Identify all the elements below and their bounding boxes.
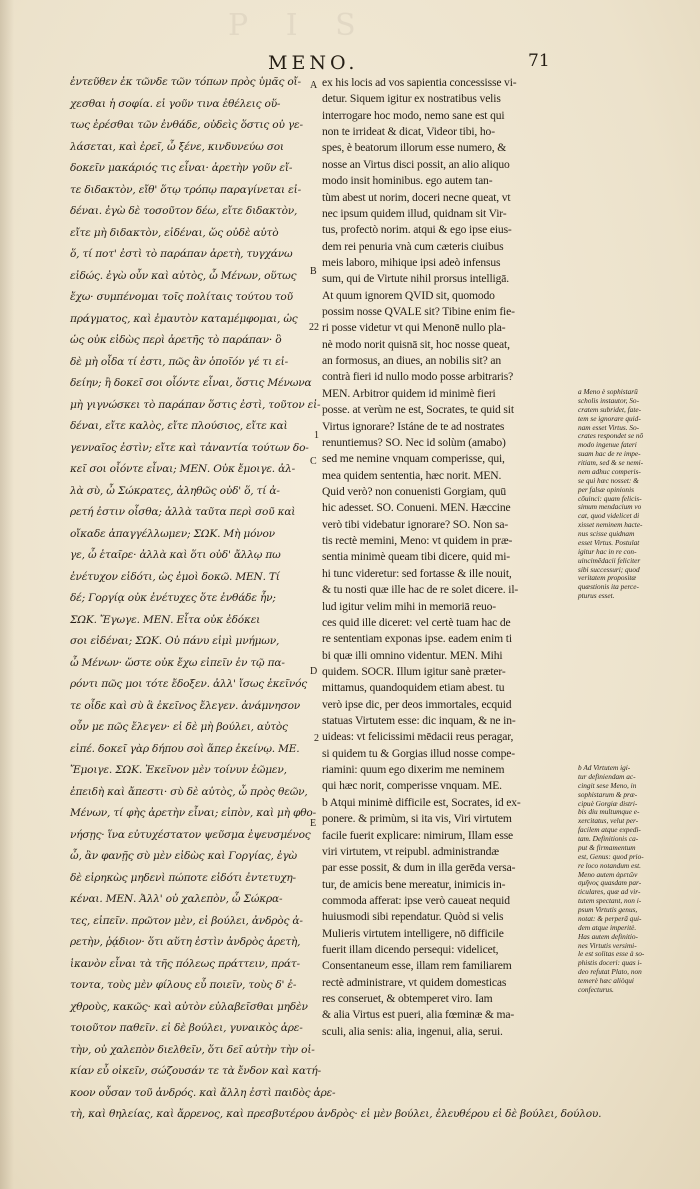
margin-letter-d: D	[310, 666, 318, 677]
text-line: δὲ μὴ οἶδα τί ἐστι, πῶς ἂν ὁποῖόν γέ τι εἰ-	[70, 355, 289, 368]
text-line: ἐνέτυχον εἰδότι, ὡς ἐμοὶ δοκῶ. ΜΕΝ. Τί	[70, 570, 280, 583]
text-line: Consentaneum esse, illam rem familiarem	[322, 959, 512, 973]
text-line: ticulares, quæ ad vir-	[578, 887, 641, 897]
text-line: nes Virtutis versimi-	[578, 940, 637, 950]
text-line: νήσῃς· ἵνα εὐτυχέστατον ψεῦσμα ἐψευσμένος	[70, 828, 311, 841]
margin-number-2: 2	[314, 733, 319, 744]
text-line: quidem. SOCR. Illum igitur sanè præter-	[322, 664, 506, 678]
text-line: tam. Definitionis ca-	[578, 834, 639, 843]
text-line: σοι εἰδέναι; ΣΩΚ. Οὐ πάνυ εἰμὶ μνήμων,	[70, 635, 280, 647]
gutter-shadow	[0, 0, 14, 1189]
text-line: cat, quod videlicet di	[578, 511, 640, 521]
text-line: τὴ, καὶ θηλείας, καὶ ἄρρενος, καὶ πρεσβυτέρου ἀνδρὸς· εἰ μὲν βούλει, ἐλευθέρου εἰ δὲ βούλει, δούλου.	[70, 1108, 602, 1120]
text-line: εἴτε μὴ διδακτὸν, εἰδέναι, ὥς οὐδὲ αὐτὸ	[70, 226, 279, 239]
text-line: οὖν με πῶς ἔλεγεν· εἰ δὲ μὴ βούλει, αὐτὸς	[70, 721, 288, 733]
text-line: mea quidem sententia, hæc norit. MEN.	[322, 468, 502, 482]
text-line: interrogare hoc modo, nemo sane est qui	[322, 108, 505, 122]
text-line: put & firmamentum	[578, 842, 636, 852]
text-line: veritatem propositæ	[578, 573, 637, 583]
text-line: qui hæc norit, comperisse vnquam. ME.	[322, 779, 502, 793]
text-line: κεῖ σοι οἷόντε εἶναι; ΜΕΝ. Οὐκ ἔμοιγε. ἀλ-	[70, 463, 295, 475]
text-line: modo insit hominibus. ego autem tan-	[322, 174, 493, 188]
text-line: κίαν εὖ οἰκεῖν, σώζουσάν τε τὰ ἔνδον καὶ κατή-	[70, 1065, 321, 1077]
text-line: δέναι. ἐγὼ δὲ τοσοῦτον δέω, εἴτε διδακτὸν,	[70, 205, 298, 217]
text-line: γενναῖος ἐστὶν; εἴτε καὶ τἀναντία τούτων δο-	[70, 441, 309, 454]
text-line: Ἔμοιγε. ΣΩΚ. Ἐκεῖνον μὲν τοίνυν ἐῶμεν,	[70, 764, 287, 776]
text-line: μὴ γιγνώσκει τὸ παράπαν ὅστις ἐστὶ, τοῦτον εἰ-	[70, 398, 321, 411]
text-line: se qui hæc nosset: &	[578, 475, 639, 485]
text-line: phistis doceri: quas i-	[578, 958, 642, 968]
text-line: deo refutat Plato, non	[578, 967, 642, 977]
text-line: ρετή ἐστιν οἶσθα; ἀλλὰ ταῦτα περὶ σοῦ καὶ	[70, 506, 296, 518]
text-line: sed me nemine vnquam comperisse, qui,	[322, 452, 505, 466]
page-number: 71	[528, 51, 550, 71]
text-line: & tu nosti quæ ille hac de re solet dicere. il-	[322, 583, 519, 597]
text-line: γε, ὦ ἑταῖρε· ἀλλὰ καὶ ὅτι οὐδ' ἄλλῳ πω	[70, 549, 281, 561]
text-line: le est solitas esse à so-	[578, 949, 645, 959]
text-line: contrà fieri id nullo modo posse arbitraris?	[322, 370, 514, 384]
text-line: tur, de amicis bene mereatur, inimicis in-	[322, 877, 506, 891]
text-line: mittamus, quandoquidem etiam abest. tu	[322, 681, 505, 695]
margin-letter-c: C	[310, 456, 317, 467]
text-line: re sententiam exponas ipse. eadem enim ti	[322, 632, 512, 646]
text-line: δείην; ἢ δοκεῖ σοι οἷόντε εἶναι, ὅστις Μένωνα	[70, 377, 312, 389]
text-line: rectè administrare, vt quidem domesticas	[322, 975, 507, 989]
text-line: sibi successuri; quod	[578, 564, 640, 574]
marginal-note-b	[578, 764, 682, 995]
text-line: Μένων, τί φὴς ἀρετὴν εἶναι; εἰπὸν, καὶ μὴ φθο-	[70, 807, 316, 819]
text-line: tus, profectò norim. atqui & ego ipse eius-	[322, 223, 512, 237]
text-line: ὦ Μένων· ὥστε οὐκ ἔχω εἰπεῖν ἐν τῷ πα-	[70, 656, 285, 669]
text-line: esset Virtus. Postulat	[578, 537, 640, 547]
text-line: notat: & perperā qui-	[578, 913, 642, 923]
text-line: suam hac de re impe-	[578, 449, 641, 459]
text-line: ὦ, ἂν φανῇς σὺ μὲν εἰδὼς καὶ Γοργίας, ἐγὼ	[70, 850, 297, 862]
bleed-through-text: P I S	[228, 8, 370, 43]
text-line: nus scisse quidnam	[578, 529, 635, 538]
text-line: per falsæ opinionis	[578, 484, 634, 494]
text-line: uideas: vt felicissimi mēdacii reus peragar,	[322, 730, 514, 744]
text-line: Has autem definitio-	[578, 931, 638, 941]
text-line: cipuè Gorgiæ distri-	[578, 798, 638, 808]
text-line: ex his locis ad vos sapientia concessisse vi-	[322, 76, 517, 89]
text-line: ri posse videtur vt qui Menonē nullo pla-	[322, 321, 506, 335]
text-line: res conseruet, & obtemperet viro. Iam	[322, 992, 493, 1006]
text-line: psum Virtutis genus,	[578, 905, 638, 914]
text-line: sophistarum & præ-	[578, 789, 638, 799]
text-line: ρετὴν, ῥᾴδιον· ὅτι αὕτη ἐστὶν ἀνδρὸς ἀρετὴ,	[70, 936, 301, 948]
text-line: nè modo norit quisnā sit, hoc nosse queat,	[322, 337, 510, 351]
text-line: si quidem tu & Gorgias illud nosse compe-	[322, 746, 515, 760]
text-line: & alia Virtus est pueri, alia fœminæ & ma-	[322, 1008, 515, 1022]
text-line: huiusmodi sibi rependatur. Quòd si velis	[322, 910, 504, 924]
text-line: τες, εἰπεῖν. πρῶτον μὲν, εἰ βούλει, ἀνδρὸς ἀ-	[70, 914, 303, 927]
text-line: re loco notandum est.	[578, 860, 641, 870]
text-line: ces quid ille diceret: vel certè tuam hac de	[322, 615, 511, 629]
text-line: crates respondet se nō	[578, 431, 644, 441]
text-line: ἔχω· συμπένομαι τοῖς πολίταις τούτου τοῦ	[70, 291, 293, 303]
text-line: ponere. & primùm, si ita vis, Viri virtutem	[322, 812, 512, 826]
text-line: ΣΩΚ. Ἔγωγε. ΜΕΝ. Εἶτα οὐκ ἐδόκει	[70, 613, 261, 626]
text-line: εἰδώς. ἐγὼ οὖν καὶ αὐτὸς, ὦ Μένων, οὕτως	[70, 269, 297, 282]
text-line: τοιοῦτον παθεῖν. εἰ δὲ βούλει, γυναικὸς ἀρε-	[70, 1022, 303, 1034]
margin-letter-e: E	[310, 818, 317, 829]
text-line: modo ingenue fateri	[578, 440, 637, 450]
text-line: riamini: quum ego dixerim me neminem	[322, 763, 505, 777]
text-line: bis diu multumque e-	[578, 807, 640, 817]
text-line: xercitatus, velut per-	[578, 816, 639, 826]
text-line: confecturus.	[578, 984, 614, 994]
text-line: scholis instautor, So-	[578, 395, 640, 405]
text-line: dem rei penuria vnà cum cæteris ciuibus	[322, 239, 504, 253]
text-line: At quum ignorem QVID sit, quomodo	[322, 288, 495, 302]
text-line: σμῆνος quasdam par-	[578, 878, 642, 888]
text-line: cōuinci: quam felicis-	[578, 493, 642, 503]
text-line: igitur hac in re con-	[578, 546, 637, 556]
text-line: τε διδακτὸν, εἴθ' ὅτῳ τρόπῳ παραγίνεται εἰ-	[70, 183, 301, 196]
text-line: λάσεται, καὶ ἐρεῖ, ὦ ξένε, κινδυνεύω σοι	[70, 140, 284, 153]
text-line: sentia minimè queam tibi dicere, quid mi-	[322, 550, 510, 564]
text-line: xisset neminem hacte-	[578, 520, 643, 530]
text-line: Quid verò? non conuenisti Gorgiam, quū	[322, 484, 507, 498]
margin-letter-a: A	[310, 80, 318, 91]
running-title: MENO.	[268, 52, 359, 74]
text-line: δοκεῖν μακάριός τις εἶναι· ἀρετὴν γοῦν εἴ-	[70, 162, 293, 174]
text-line: sculi, alia senis: alia, ingenui, alia, serui.	[322, 1024, 503, 1038]
text-line: fuerit illam dicendo persequi: videlicet,	[322, 943, 499, 957]
text-line: χθροὺς, κακῶς· καὶ αὐτὸν εὐλαβεῖσθαι μηδὲν	[70, 1000, 308, 1013]
text-line: possim nosse QVALE sit? Tibine enim fie-	[322, 305, 515, 319]
text-line: viri virtutem, vt reipubl. administrandæ	[322, 844, 499, 858]
text-line: renuntiemus? SO. Nec id solùm (amabo)	[322, 435, 506, 449]
text-line: dem atque imperitè.	[578, 922, 637, 932]
text-line: τοντα, τοὺς μὲν φίλους εὖ ποιεῖν, τοὺς δ' ἐ-	[70, 979, 297, 991]
text-line: a Meno è sophistarū	[578, 387, 638, 396]
marginal-note-a	[578, 388, 682, 601]
text-line: est, Genus: quod prio-	[578, 851, 644, 861]
text-line: ritiam, sed & se nemi-	[578, 458, 644, 467]
text-line: nem adhuc comperis-	[578, 466, 641, 476]
text-line: sum, qui de Virtute nihil prorsus intelligā.	[322, 272, 509, 286]
text-line: εἰπέ. δοκεῖ γὰρ δήπου σοὶ ἅπερ ἐκείνῳ. ΜΕ.	[70, 742, 300, 755]
text-line: ἐπειδὴ καὶ ἄπεστι· σὺ δὲ αὐτὸς, ὦ πρὸς θεῶν,	[70, 785, 308, 798]
text-line: tutem spectant, non i-	[578, 896, 642, 906]
text-line: nosse an Virtus disci possit, an alio aliquo	[322, 157, 510, 171]
text-line: temerè hæc aliòqui	[578, 976, 634, 985]
text-line: b Atqui minimè difficile est, Socrates, id ex-	[322, 795, 521, 809]
text-line: verò ipse dic, per deos immortales, ecquid	[322, 697, 512, 711]
latin-column	[322, 75, 569, 1040]
text-line: κέναι. ΜΕΝ. Ἀλλ' οὐ χαλεπὸν, ὦ Σώκρα-	[70, 893, 283, 905]
text-line: nec ipsum quidem illud, quidnam sit Vir-	[322, 206, 507, 220]
text-line: par esse possit, & dum in illa gerēda versa-	[322, 861, 516, 875]
text-line: tùm abest ut norim, doceri necne queat, vt	[322, 190, 511, 204]
margin-number-22: 22	[309, 322, 319, 333]
text-line: δὲ εἰρηκὼς μηδενὶ πώποτε εἰδότι ἐντετυχη-	[70, 871, 296, 884]
text-line: tis rectè memini, Meno: vt quidem in præ-	[322, 534, 513, 548]
text-line: tem se ignorare quid-	[578, 413, 641, 423]
text-line: ἱκανὸν εἶναι τὰ τῆς πόλεως πράττειν, πράτ-	[70, 957, 300, 970]
text-line: hic adesset. SO. Conueni. MEN. Hæccine	[322, 501, 511, 515]
text-line: verò tibi videbatur ignorare? SO. Non sa-	[322, 517, 509, 531]
text-line: δέναι, εἴτε καλὸς, εἴτε πλούσιος, εἴτε καὶ	[70, 420, 288, 432]
text-line: hi tunc videretur: sed fortasse & ille nouit,	[322, 566, 512, 580]
text-line: MEN. Arbitror quidem id minimè fieri	[322, 386, 496, 400]
text-line: facilem atque expedi-	[578, 825, 641, 835]
text-line: detur. Siquem igitur ex nostratibus velis	[322, 92, 501, 106]
text-line: uincimēdacii feliciter	[578, 555, 641, 565]
text-line: facile fuerit explicare: nimirum, Illam esse	[322, 828, 514, 842]
text-line: τὴν, οὐ χαλεπὸν διελθεῖν, ὅτι δεῖ αὐτὴν τὴν οἰ-	[70, 1043, 315, 1056]
text-line: tur definiendam ac-	[578, 771, 636, 781]
text-line: λὰ σὺ, ὦ Σώκρατες, ἀληθῶς οὐδ' ὅ, τί ἀ-	[70, 484, 280, 497]
text-line: lud igitur velim mihi in memoriā reuo-	[322, 599, 496, 613]
text-line: nam esset Virtus. So-	[578, 422, 640, 432]
text-line: ρόντι πῶς μοι τότε ἔδοξεν. ἀλλ' ἴσως ἐκεῖνός	[70, 678, 308, 690]
text-line: quæstionis ita perce-	[578, 582, 639, 592]
text-line: non te irrideat & dicat, Videor tibi, ho-	[322, 125, 495, 139]
text-line: spes, è beatorum illorum esse numero, &	[322, 141, 507, 155]
text-line: commoda afferat: ipse verò caueat nequid	[322, 893, 510, 907]
text-line: posse. at verùm ne est, Socrates, te quid sit	[322, 403, 514, 417]
text-line: Mulieris virtutem intelligere, nō difficile	[322, 926, 504, 940]
text-line: cingit sese Meno, in	[578, 780, 637, 790]
text-line: πράγματος, καὶ ἐμαυτὸν καταμέμφομαι, ὡς	[70, 312, 298, 325]
text-line: ὅ, τί ποτ' ἐστὶ τὸ παράπαν ἀρετὴ, τυγχάνω	[70, 248, 293, 260]
text-line: τως ἐρέσθαι τῶν ἐνθάδε, οὐδεὶς ὅστις οὐ γε-	[70, 119, 303, 131]
text-line: pturus esset.	[578, 591, 615, 601]
text-line: Virtus ignorare? Istáne de te ad nostrates	[322, 419, 505, 433]
text-line: δέ; Γοργίᾳ οὐκ ἐνέτυχες ὅτε ἐνθάδε ἦν;	[70, 592, 276, 604]
text-line: οἴκαδε ἀπαγγέλλωμεν; ΣΩΚ. Μὴ μόνον	[70, 527, 275, 540]
text-line: χεσθαι ἡ σοφία. εἰ γοῦν τινα ἐθέλεις οὕ-	[70, 97, 281, 110]
text-line: Meno autem ἀρετῶν	[578, 869, 638, 879]
text-line: an formosus, an diues, an nobilis sit? an	[322, 354, 501, 368]
text-line: simum mendacium vo	[578, 502, 642, 512]
text-line: ἐντεῦθεν ἐκ τῶνδε τῶν τόπων πρὸς ὑμᾶς οἴ-	[70, 76, 301, 88]
text-line: meis laboro, mihique ipsi adeò infensus	[322, 255, 501, 269]
text-line: statuas Virtutem esse: dic inquam, & ne in-	[322, 714, 516, 728]
margin-number-1: 1	[314, 430, 319, 441]
text-line: bi quæ illi omnino videntur. MEN. Mihi	[322, 648, 503, 662]
text-line: b Ad Virtutem igi-	[578, 763, 631, 772]
text-line: τε οἶδε καὶ σὺ ἃ ἐκεῖνος ἔλεγεν. ἀνάμνησον	[70, 699, 300, 712]
text-line: cratem subridet, fate-	[578, 404, 642, 414]
text-line: κοον οὖσαν τοῦ ἀνδρός. καὶ ἄλλη ἐστὶ παιδὸς ἀρε-	[70, 1086, 336, 1099]
margin-letter-b: B	[310, 266, 317, 277]
text-line: ὡς οὐκ εἰδὼς περὶ ἀρετῆς τὸ παράπαν· ὃ	[70, 334, 282, 346]
